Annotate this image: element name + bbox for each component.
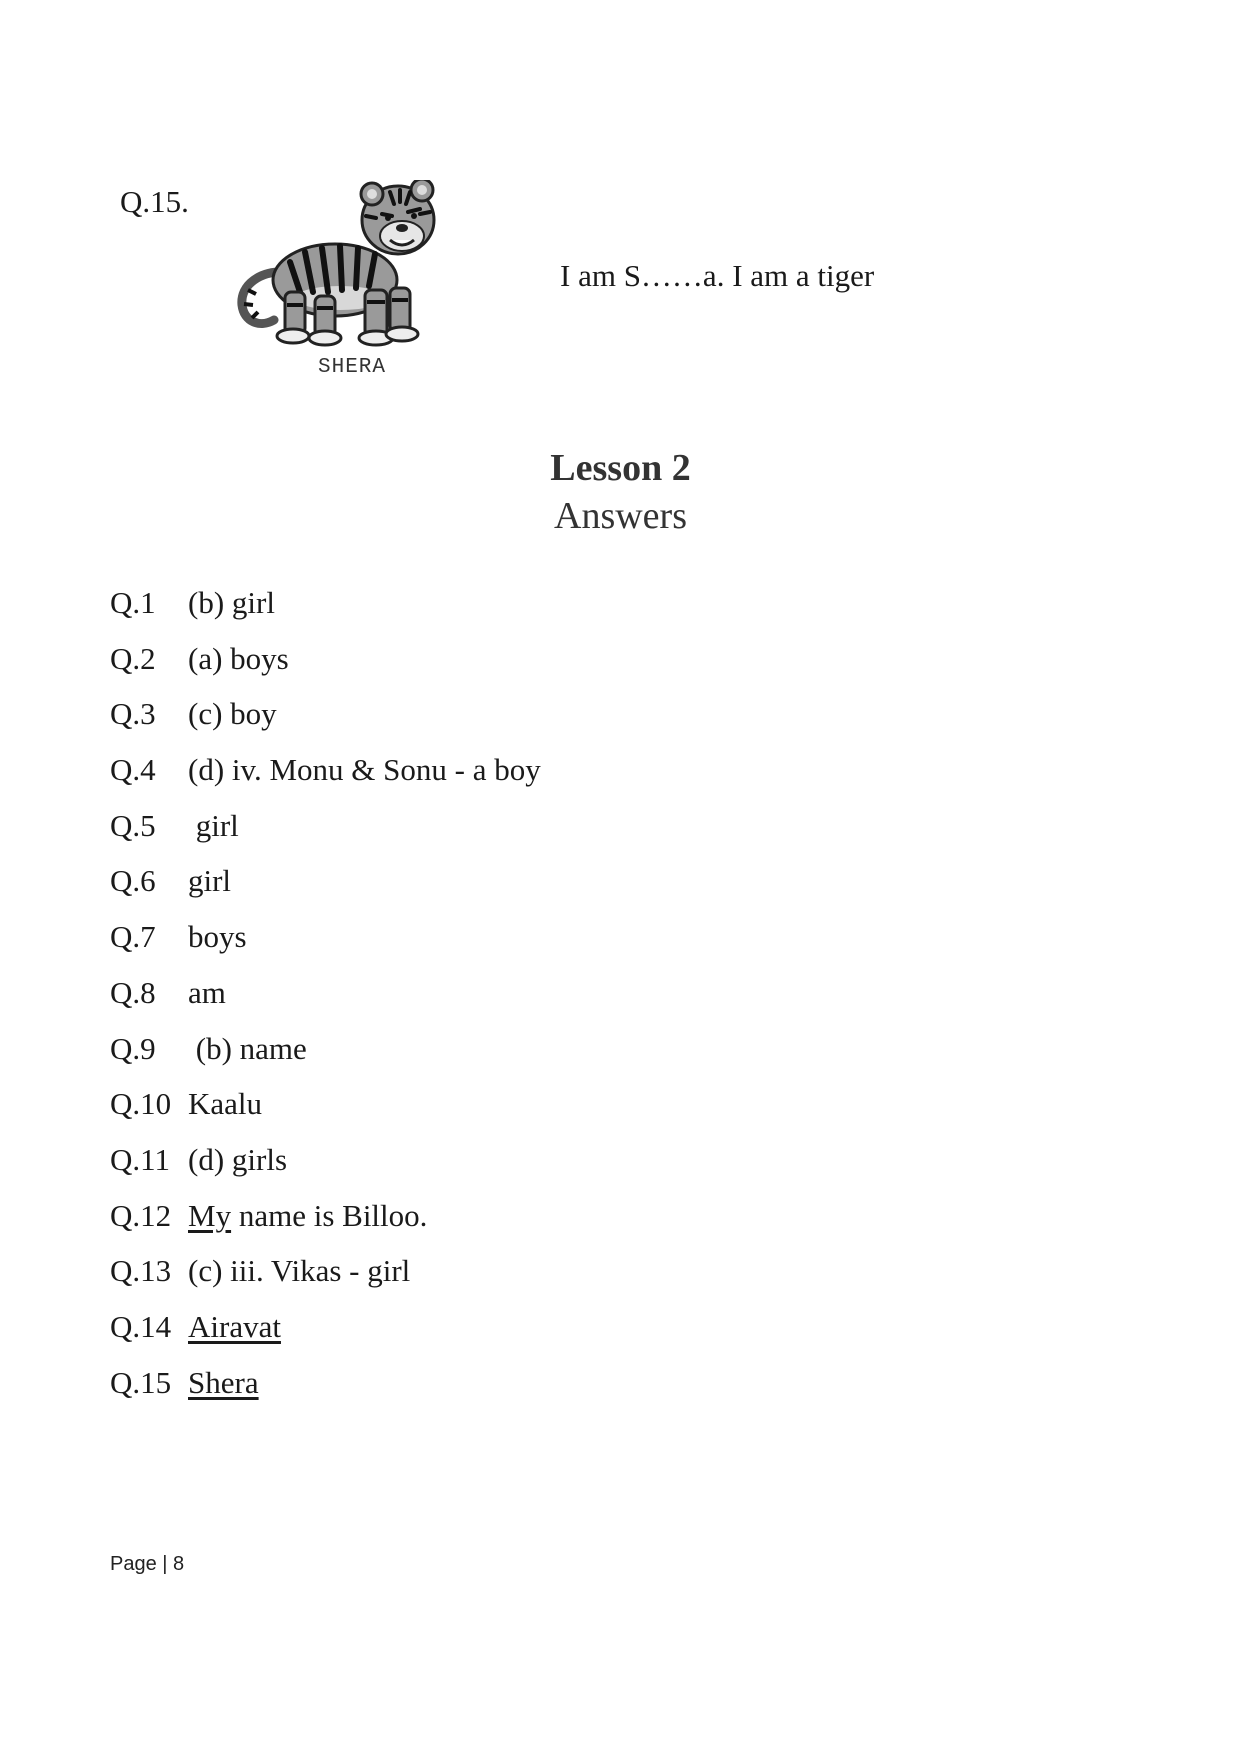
lesson-subtitle: Answers	[554, 495, 687, 537]
answer-text: (d) iv. Monu & Sonu - a boy	[188, 752, 541, 788]
answer-item	[110, 919, 541, 975]
question-number: Q.8	[110, 974, 156, 1010]
answer-text: girl	[188, 807, 239, 843]
answer-text: (c) boy	[188, 696, 277, 732]
answer-item	[110, 863, 541, 919]
question-number: Q.7	[110, 919, 156, 955]
question-number: Q.12	[110, 1197, 172, 1233]
answer-text	[188, 1365, 259, 1401]
question-number: Q.14	[110, 1308, 172, 1344]
question-number: Q.11	[110, 1141, 170, 1177]
question-number: Q.13	[110, 1253, 172, 1289]
answer-item	[110, 752, 541, 808]
answer-rest: name is Billoo.	[231, 1197, 428, 1233]
answer-text: (b) name	[188, 1030, 307, 1066]
answer-text: am	[188, 974, 226, 1010]
answer-item	[110, 808, 541, 864]
tiger-sentence: I am S……a. I am a tiger	[560, 258, 875, 293]
question-number: Q.10	[110, 1086, 172, 1122]
answer-item	[110, 641, 541, 697]
answer-item	[110, 1031, 541, 1087]
answer-text: girl	[188, 863, 232, 899]
page-footer: Page | 8	[110, 1553, 185, 1575]
question-number: Q.15	[110, 1364, 172, 1400]
answer-text: (b) girl	[188, 585, 275, 620]
answer-text: (c) iii. Vikas - girl	[188, 1253, 411, 1289]
answer-text: boys	[188, 919, 247, 955]
answer-item	[110, 1365, 541, 1421]
question-number: Q.1	[110, 585, 156, 620]
question-number: Q.4	[110, 752, 156, 788]
tiger-illustration	[230, 180, 460, 360]
question-15-label: Q.15.	[120, 184, 189, 219]
answer-text: Kaalu	[188, 1086, 263, 1122]
answer-item	[110, 585, 541, 641]
answer-item	[110, 1309, 541, 1365]
answer-item	[110, 1086, 541, 1142]
question-number: Q.3	[110, 696, 156, 732]
question-number: Q.9	[110, 1030, 156, 1066]
lesson-title: Lesson 2	[550, 447, 691, 489]
answer-text	[188, 1198, 427, 1234]
answer-item	[110, 1198, 541, 1254]
answer-text: (a) boys	[188, 640, 289, 676]
answer-item	[110, 975, 541, 1031]
underlined-answer: Airavat	[188, 1308, 281, 1344]
underlined-answer: Shera	[188, 1364, 259, 1400]
answer-item	[110, 696, 541, 752]
answer-item	[110, 1142, 541, 1198]
question-number: Q.6	[110, 863, 156, 899]
answer-item	[110, 1253, 541, 1309]
question-number: Q.2	[110, 640, 156, 676]
question-number: Q.5	[110, 807, 156, 843]
answer-text: (d) girls	[188, 1141, 288, 1177]
answer-list	[110, 585, 541, 1420]
tiger-icon	[230, 180, 460, 360]
answer-text	[188, 1309, 281, 1345]
tiger-caption: SHERA	[318, 356, 387, 379]
underlined-answer: My	[188, 1197, 232, 1233]
